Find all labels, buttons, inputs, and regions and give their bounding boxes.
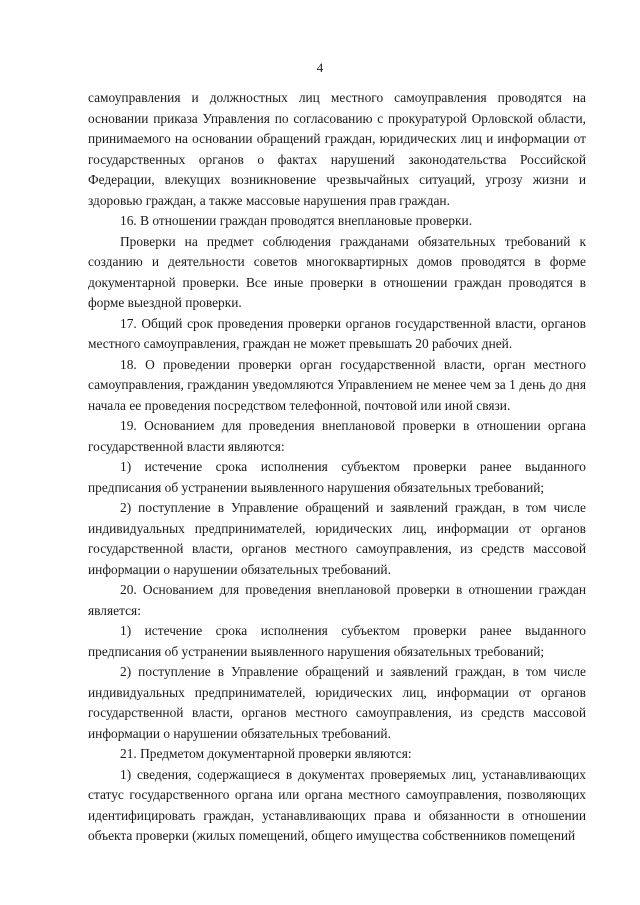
paragraph-continuation: самоуправления и должностных лиц местного самоуправления проводятся на основании приказа Управления по согласованию с прокуратурой Орловской области, принимаемого на основании обращений граждан, юридических лиц и информации от государственных органов о фактах нарушений законодательства Российской Федерации, влекущих возникновение чрезвычайных ситуаций, угрозу жизни и здоровью граждан, а также массовые нарушения прав граждан. bbox=[88, 90, 586, 208]
paragraph-item-21-1: 1) сведения, содержащиеся в документах проверяемых лиц, устанавливающих статус государственного органа или органа местного самоуправления, позволяющих идентифицировать граждан, устанавливающих права и обязанности в отношении объекта проверки (жилых помещений, общего имущества собственников помещений bbox=[88, 766, 586, 843]
page-number: 4 bbox=[316, 60, 324, 75]
paragraph-item-17: 17. Общий срок проведения проверки органов государственной власти, органов местного самоуправления, граждан не может превышать 20 рабочих дней. bbox=[88, 315, 586, 351]
paragraph-item-19-2: 2) поступление в Управление обращений и заявлений граждан, в том числе индивидуальных предпринимателей, юридических лиц, информации от органов государственной власти, органов местного самоуправления, из средств массовой информации о нарушении обязательных требований. bbox=[88, 500, 586, 577]
paragraph-item-20-2: 2) поступление в Управление обращений и заявлений граждан, в том числе индивидуальных предпринимателей, юридических лиц, информации от органов государственной власти, органов местного самоуправления, из средств массовой информации о нарушении обязательных требований. bbox=[88, 664, 586, 741]
paragraph-item-19: 19. Основанием для проведения внеплановой проверки в отношении органа государственной власти являются: bbox=[88, 418, 586, 454]
document-body bbox=[88, 88, 586, 847]
paragraph-item-20-1: 1) истечение срока исполнения субъектом проверки ранее выданного предписания об устранении выявленного нарушения обязательных требований; bbox=[88, 623, 586, 659]
paragraph-item-20: 20. Основанием для проведения внеплановой проверки в отношении граждан является: bbox=[88, 582, 586, 618]
paragraph-item-16-detail: Проверки на предмет соблюдения гражданами обязательных требований к созданию и деятельности советов многоквартирных домов проводятся в форме документарной проверки. Все иные проверки в отношении граждан проводятся в форме выездной проверки. bbox=[88, 233, 586, 310]
paragraph-item-16: 16. В отношении граждан проводятся внеплановые проверки. bbox=[120, 213, 473, 228]
paragraph-item-18: 18. О проведении проверки орган государственной власти, орган местного самоуправления, гражданин уведомляются Управлением не менее чем за 1 день до дня начала ее проведения посредством телефонной, почтовой или иной связи. bbox=[88, 356, 586, 413]
paragraph-item-21: 21. Предметом документарной проверки являются: bbox=[120, 746, 412, 761]
paragraph-item-19-1: 1) истечение срока исполнения субъектом проверки ранее выданного предписания об устранении выявленного нарушения обязательных требований; bbox=[88, 459, 586, 495]
